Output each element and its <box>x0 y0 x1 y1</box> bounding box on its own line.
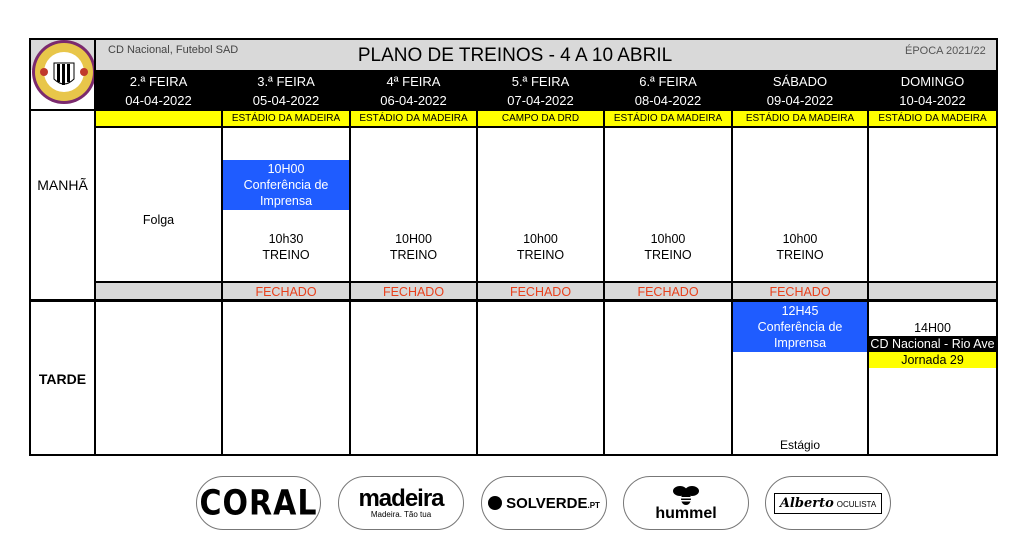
training-label: TREINO <box>389 248 438 262</box>
conference-line1: Conferência de <box>757 320 843 334</box>
day-name: DOMINGO <box>900 74 965 89</box>
closed-label: FECHADO <box>509 284 572 299</box>
sponsor-alberto <box>765 476 891 530</box>
venue-label: ESTÁDIO DA MADEIRA <box>878 113 987 124</box>
period-afternoon: TARDE <box>38 371 87 387</box>
press-conference-block <box>733 302 867 352</box>
hummel-bee-icon <box>671 484 701 506</box>
season-label: ÉPOCA 2021/22 <box>905 45 986 57</box>
day-date: 10-04-2022 <box>899 93 966 108</box>
training-label: TREINO <box>262 248 310 262</box>
alberto-logo-box <box>774 493 882 514</box>
club-logo <box>31 37 97 107</box>
venue-label: ESTÁDIO DA MADEIRA <box>745 113 855 124</box>
training-slot <box>351 230 476 264</box>
alberto-logo-text: Alberto <box>779 495 834 511</box>
conference-line2: Imprensa <box>773 336 827 350</box>
day-date: 09-04-2022 <box>766 93 834 108</box>
day-col-4 <box>478 71 603 111</box>
conference-line2: Imprensa <box>259 194 313 208</box>
venue-label: CAMPO DA DRD <box>501 113 580 124</box>
solverde-suffix: .PT <box>587 500 600 510</box>
day-date: 08-04-2022 <box>634 93 702 108</box>
training-label: TREINO <box>644 248 692 262</box>
day-col-5 <box>605 71 731 111</box>
coral-logo-text: CORAL <box>199 482 318 524</box>
day-off-label: Folga <box>142 213 175 227</box>
training-label: TREINO <box>516 248 565 262</box>
day-name: SÁBADO <box>772 74 828 89</box>
training-label: TREINO <box>776 248 824 262</box>
day-date: 04-04-2022 <box>125 93 192 108</box>
day-col-1 <box>96 71 221 111</box>
sponsor-madeira <box>338 476 464 530</box>
training-time: 10H00 <box>395 232 432 246</box>
conference-time: 10H00 <box>267 162 305 176</box>
madeira-logo-text: madeira <box>358 484 444 512</box>
press-conference-block <box>223 160 349 210</box>
page-title: PLANO DE TREINOS - 4 A 10 ABRIL <box>357 45 673 66</box>
venue-label: ESTÁDIO DA MADEIRA <box>359 113 468 124</box>
day-name: 2.ª FEIRA <box>129 74 188 89</box>
day-date: 07-04-2022 <box>507 93 574 108</box>
madeira-slogan: Madeira. Tão tua <box>370 509 432 519</box>
day-name: 4ª FEIRA <box>386 74 441 89</box>
closed-label: FECHADO <box>637 284 699 299</box>
training-time: 10h00 <box>523 232 558 246</box>
conference-time: 12H45 <box>781 304 819 318</box>
training-slot <box>478 230 603 264</box>
day-col-3 <box>351 71 476 111</box>
closed-label: FECHADO <box>255 284 317 299</box>
closed-label: FECHADO <box>382 284 445 299</box>
match-time: 14H00 <box>914 321 951 335</box>
training-time: 10h00 <box>650 232 686 246</box>
training-slot <box>733 230 867 264</box>
period-morning: MANHÃ <box>37 177 88 193</box>
training-time: 10h30 <box>268 232 304 246</box>
venue-label: ESTÁDIO DA MADEIRA <box>231 113 341 124</box>
day-date: 06-04-2022 <box>380 93 447 108</box>
day-name: 6.ª FEIRA <box>639 74 697 89</box>
sponsor-solverde <box>481 476 607 530</box>
training-time: 10h00 <box>782 232 818 246</box>
day-name: 3.ª FEIRA <box>257 74 315 89</box>
alberto-suffix: OCULISTA <box>836 499 877 509</box>
closed-label: FECHADO <box>769 284 831 299</box>
day-col-6 <box>733 71 867 111</box>
match-round: Jornada 29 <box>869 352 996 368</box>
training-slot <box>605 230 731 264</box>
club-name: CD Nacional, Futebol SAD <box>108 44 239 56</box>
training-slot <box>223 230 349 264</box>
day-col-2 <box>223 71 349 111</box>
hummel-logo-text: hummel <box>655 505 717 522</box>
match-teams: CD Nacional - Rio Ave <box>870 337 995 351</box>
day-col-7 <box>869 71 996 111</box>
training-camp-label: Estágio <box>779 438 821 452</box>
conference-line1: Conferência de <box>243 178 329 192</box>
venue-label: ESTÁDIO DA MADEIRA <box>613 113 723 124</box>
sponsor-coral <box>196 476 321 530</box>
solverde-logo-text: SOLVERDE <box>506 494 588 512</box>
day-name: 5.ª FEIRA <box>511 74 570 89</box>
day-date: 05-04-2022 <box>252 93 320 108</box>
sponsor-hummel <box>623 476 749 530</box>
solverde-icon <box>488 496 502 510</box>
